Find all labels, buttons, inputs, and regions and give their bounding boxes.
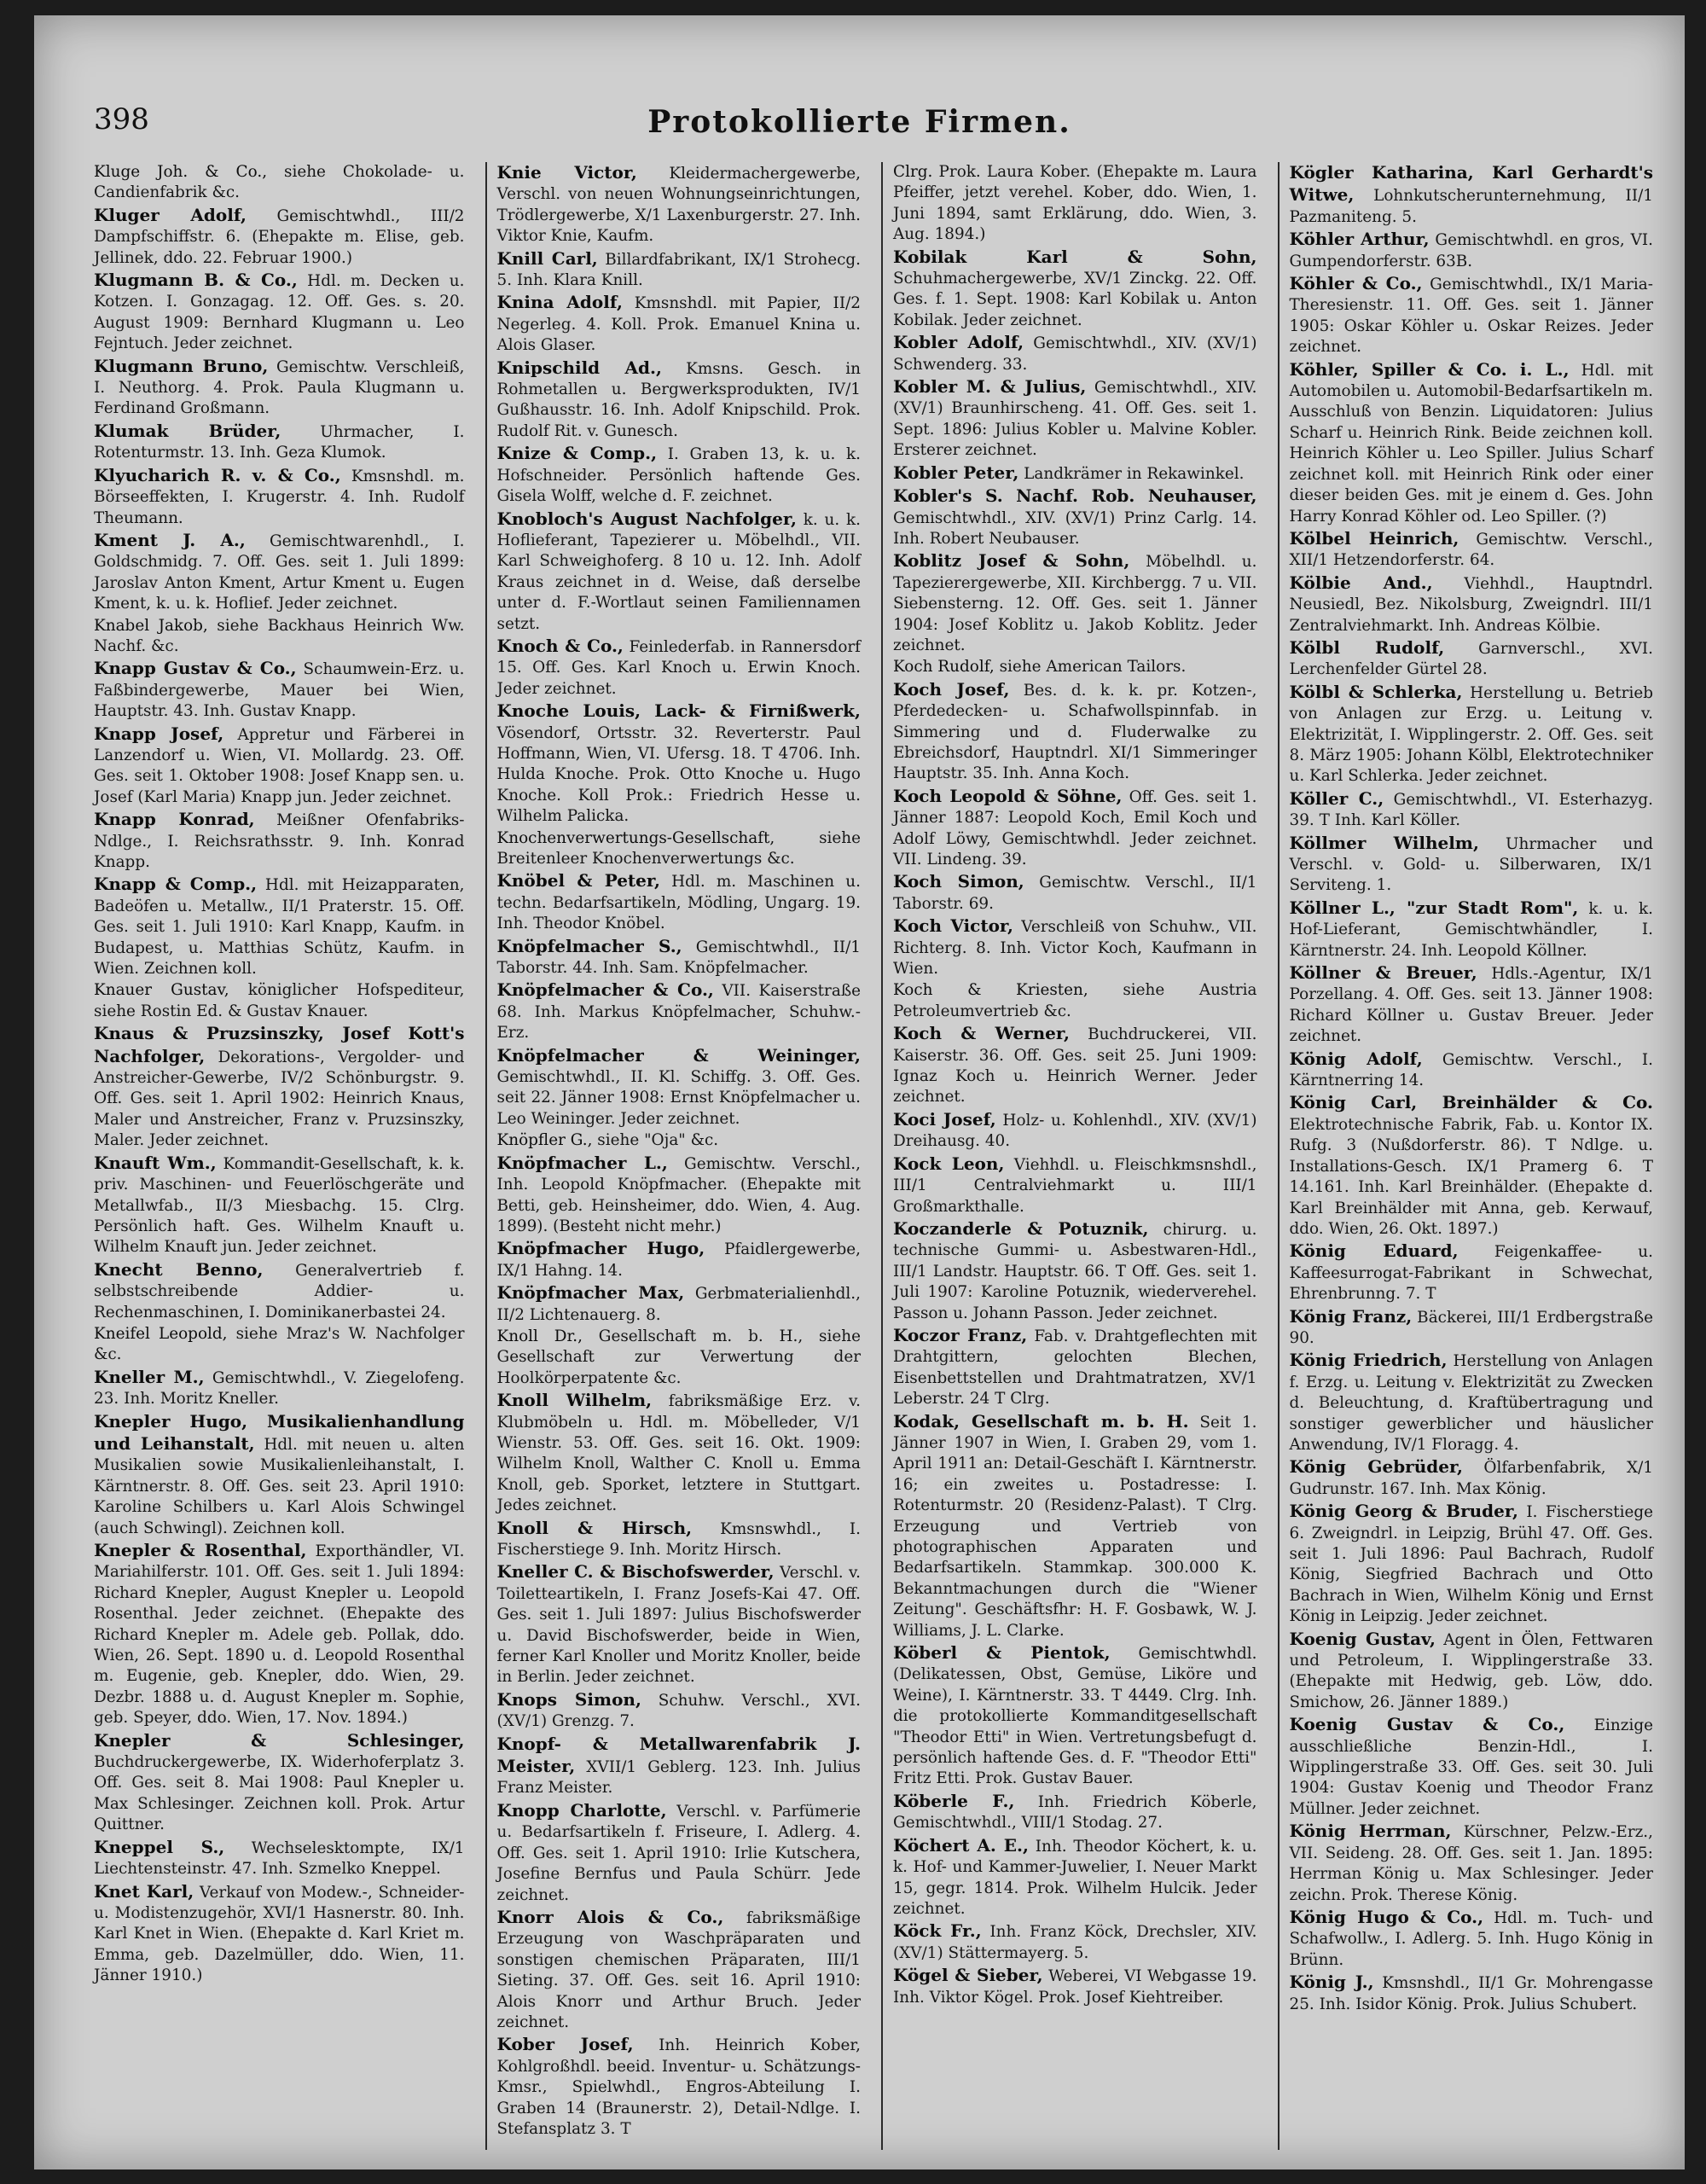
firm-name: Knize & Comp., (496, 443, 658, 464)
directory-entry (1290, 229, 1654, 272)
firm-details: Hdl. mit Automobilen u. Automobil-Bedarfsartikeln m. Ausschluß von Benzin. Liquidatoren: Julius Scharf u. Heinrich Rink. Beide zeichnen koll. Heinrich Köhler u. Leo Spiller. Julius Scharf zeichnet koll. mit Heinrich Rink oder einer dieser beiden Ges. mit je einem d. Ges. John Harry Konrad Köhler od. Leo Spiller. (?) (1289, 361, 1653, 526)
firm-name: Köllmer Wilhelm, (1289, 832, 1479, 853)
directory-entry (497, 162, 862, 247)
firm-details: Appretur und Färberei in Lanzendorf u. Wien, VI. Mollardg. 23. Off. Ges. seit 1. Oktober 1908: Josef Knapp sen. u. Josef (Karl Maria) Knapp jun. Jeder zeichnet. (94, 725, 465, 806)
firm-name: Kobler Adolf, (893, 332, 1024, 353)
firm-details: Schuhw. Verschl., XVI. (XV/1) Grenzg. 7. (496, 1691, 861, 1731)
directory-entry (893, 1642, 1257, 1790)
firm-details: Gemischtwarenhdl., I. Goldschmidg. 7. Off. Ges. seit 1. Juli 1899: Jaroslav Anton Kment, Artur Kment u. Eugen Kment, k. u. k. Hoflief. Jeder zeichnet. (94, 531, 465, 613)
firm-details: Gemischtwhdl. (Delikatessen, Obst, Gemüse, Liköre und Weine), I. Kärntnerstr. 33. T 4449. Clrg. Inh. die protokollierte Kommanditgesellschaft "Theodor Etti" in Wien. Vertretungsbefugt d. persönlich haftende Ges. d. F. "Theodor Etti" Fritz Etti. Prok. Gustav Bauer. (893, 1645, 1257, 1788)
firm-name: Kölbl & Schlerka, (1289, 681, 1463, 702)
firm-name: Köck Fr., (893, 1920, 982, 1942)
directory-entry (497, 1130, 862, 1151)
firm-name: Kölbel Heinrich, (1289, 527, 1459, 549)
directory-entry (893, 550, 1257, 656)
firm-name: Köhler, Spiller & Co. i. L., (1289, 358, 1570, 380)
firm-details: siehe American Tailors. (994, 658, 1187, 677)
directory-entry (1290, 1456, 1654, 1500)
directory-entry (1290, 273, 1654, 358)
column-4 (1278, 162, 1659, 2150)
firm-details: Gemischtw. Verschl., I. Kärntnerring 14. (1289, 1050, 1654, 1090)
firm-name: Knipschild Ad., (496, 357, 662, 378)
firm-name: Kock Leon, (893, 1153, 1005, 1174)
directory-entry (1290, 962, 1654, 1048)
firm-name: Knopf- & Metallwarenfabrik J. Meister, (496, 1733, 861, 1777)
column-2 (485, 162, 867, 2150)
directory-entry (94, 356, 465, 420)
directory-entry (94, 1540, 465, 1729)
directory-entry (1290, 1907, 1654, 1971)
firm-name: Knepler Hugo, Musikalienhandlung und Leihanstalt, (94, 1410, 465, 1454)
firm-name: Knepler & Rosenthal, (94, 1540, 307, 1560)
firm-name: Knie Victor, (496, 162, 637, 183)
firm-name: Knoll Wilhelm, (496, 1390, 653, 1411)
firm-details: Dekorations-, Vergolder- und Anstreicher-Gewerbe, IV/2 Schönburgstr. 9. Off. Ges. seit 1. April 1902: Heinrich Knaus, Maler und Anstreicher, Franz v. Pruzsinszky, Maler. Jeder zeichnet. (94, 1048, 465, 1150)
firm-details: Hdl. m. Tuch- und Schafwollw., I. Adlerg. 5. Inh. Hugo König in Brünn. (1289, 1908, 1654, 1969)
firm-name: Kment J. A., (94, 529, 246, 550)
directory-entry (94, 1023, 465, 1151)
firm-name: Kneller C. & Bischofswerder, (496, 1561, 775, 1583)
firm-name: Kölbie And., (1289, 572, 1433, 593)
firm-details: Gemischtwhdl., XIV. (XV/1) Prinz Carlg. 14. Inh. Robert Neubauser. (893, 508, 1257, 548)
directory-entry (497, 1045, 862, 1130)
firm-name: Koczor Franz, (893, 1324, 1028, 1345)
firm-details: Gemischtwhdl., VI. Esterhazyg. 39. T Inh. Karl Köller. (1289, 790, 1653, 830)
firm-name: Kobler Peter, (893, 462, 1019, 483)
directory-entry (94, 1259, 465, 1323)
directory-entry (94, 980, 465, 1022)
column-3 (881, 162, 1262, 2150)
firm-details: Generalvertrieb f. selbstschreibende Addier- u. Rechenmaschinen, I. Dominikanerbastei 24. (94, 1261, 465, 1321)
firm-details: Gemischtwhdl. en gros, VI. Gumpendorferstr. 63B. (1289, 231, 1653, 270)
firm-name: Kneller M., (94, 1366, 205, 1387)
directory-entry (1290, 1501, 1654, 1627)
firm-name: Koch & Werner, (893, 1023, 1070, 1044)
firm-details: Landkrämer in Rekawinkel. (1018, 464, 1245, 483)
firm-details: Kmsnshdl. mit Papier, II/2 Negerleg. 4. Koll. Prok. Emanuel Knina u. Alois Glaser. (496, 294, 861, 355)
firm-details: Elektrotechnische Fabrik, Fab. u. Kontor IX. Rufg. 3 (Nußdorferstr. 86). T Ndlge. u. Installations-Gesch. IX/1 Pramerg 6. T 14.161. Inh. Karl Breinhälder. (Ehepakte d. Karl Breinhälder mit Anna, geb. Kerwauf, ddo. Wien, 26. Okt. 1897.) (1289, 1115, 1653, 1238)
firm-name: Knoche Louis, Lack- & Firnißwerk, (496, 700, 861, 722)
firm-name: Kögel & Sieber, (893, 1965, 1043, 1986)
firm-name: Knapp Konrad, (94, 809, 255, 830)
firm-name: Knorr Alois & Co., (496, 1906, 724, 1927)
firm-name: Köchert A. E., (893, 1834, 1029, 1856)
firm-details: Herstellung von Anlagen f. Erzg. u. Leitung v. Elektrizität zu Zwecken d. Beleuchtung, d. Kraftübertragung und sonstiger gewerblicher und häuslicher Anwendung, IV/1 Floragg. 4. (1289, 1352, 1653, 1454)
firm-details: I. Graben 13, k. u. k. Hofschneider. Persönlich haftende Ges. Gisela Wolff, welche d. F. zeichnet. (496, 445, 861, 506)
firm-details: Gemischtw. Verschleiß, I. Neuthorg. 4. Prok. Paula Klugmann u. Ferdinand Großmann. (94, 357, 465, 418)
firm-name: Knapp Josef, (94, 723, 224, 744)
directory-entry (497, 828, 862, 870)
firm-details: Kommandit-Gesellschaft, k. k. priv. Maschinen- und Feuerlöschgeräte und Metallwfab., II/3 Miesbachg. 15. Clrg. Persönlich haft. Ges. Wilhelm Knauft u. Wilhelm Knauft jun. Jeder zeichnet. (94, 1154, 465, 1257)
directory-entry (893, 1325, 1257, 1410)
firm-name: Köllner L., "zur Stadt Rom", (1289, 897, 1579, 918)
firm-name: Klugmann Bruno, (94, 355, 269, 376)
directory-columns (89, 162, 1658, 2150)
directory-entry (893, 462, 1257, 485)
firm-details: Gemischtwhdl., XIV. (XV/1) Schwenderg. 33. (893, 334, 1257, 374)
directory-entry (497, 1238, 862, 1281)
directory-entry (1290, 833, 1654, 897)
firm-name: Kobler's S. Nachf. Rob. Neuhauser, (893, 485, 1257, 507)
directory-entry (497, 1907, 862, 2033)
firm-details: siehe "Oja" &c. (592, 1131, 719, 1150)
firm-name: König Herrman, (1289, 1821, 1452, 1842)
firm-details: Lohnkutscherunternehmung, II/1 Pazmaniteng. 5. (1289, 187, 1653, 226)
firm-details: Vösendorf, Ortsstr. 32. Reverterstr. Paul Hoffmann, Wien, VI. Ufersg. 18. T 4706. Inh. Hulda Knoche. Prok. Otto Knoche u. Hugo Knoche. Koll Prok.: Friedrich Hesse u. Wilhelm Palicka. (496, 723, 861, 826)
firm-details: Garnverschl., XVI. Lerchenfelder Gürtel 28. (1289, 639, 1654, 679)
firm-details: Inh. Heinrich Kober, Kohlgroßhdl. beeid. Inventur- u. Schätzungs-Kmsr., Spielwhdl., Engros-Abteilung I. Graben 14 (Braunerstr. 2), Detail-Ndlge. I. Stefansplatz 3. T (496, 2036, 862, 2138)
firm-details: Viehhdl., Hauptndrl. Neusiedl, Bez. Nikolsburg, Zweigndrl. III/1 Zentralviehmarkt. Inh. Andreas Kölbie. (1289, 574, 1653, 635)
firm-name: Koch Leopold & Söhne, (893, 785, 1123, 806)
firm-details: Off. Ges. seit 1. Jänner 1887: Leopold Koch, Emil Koch und Adolf Löwy, Gemischtwhdl. Jeder zeichnet. VII. Lindeng. 39. (893, 787, 1257, 868)
firm-name: Knopp Charlotte, (496, 1799, 667, 1821)
directory-entry (497, 248, 862, 292)
firm-details: Verkauf von Modew.-, Schneider- u. Modistenzugehör, XVI/1 Hasnerstr. 80. Inh. Karl Knet in Wien. (Ehepakte d. Karl Kriet m. Emma, geb. Dazelmüller, ddo. Wien, 11. Jänner 1910.) (94, 1883, 465, 1985)
directory-entry (893, 1218, 1257, 1324)
firm-details: Gemischtwhdl., IX/1 Maria-Theresienstr. 11. Off. Ges. seit 1. Jänner 1905: Oskar Köhler u. Oskar Reizes. Jeder zeichnet. (1289, 276, 1653, 357)
firm-name: Knapp Gustav & Co., (94, 658, 297, 679)
firm-name: Knöpfler G., (496, 1131, 593, 1150)
firm-details: Buchdruckerei, VII. Kaiserstr. 36. Off. Ges. seit 25. Juni 1909: Ignaz Koch u. Heinrich Werner. Jeder zeichnet. (893, 1025, 1257, 1107)
directory-entry (94, 205, 465, 269)
directory-entry (1290, 359, 1654, 527)
directory-entry (497, 870, 862, 934)
firm-details: Gemischtwhdl., V. Ziegelofeng. 23. Inh. Moritz Kneller. (94, 1368, 465, 1409)
firm-details: Inh. Theodor Köchert, k. u. k. Hof- und Kammer-Juwelier, I. Neuer Markt 15, gegr. 1814. Prok. Wilhelm Hulcik. Jeder zeichnet. (893, 1837, 1257, 1918)
firm-name: Knoch & Co., (496, 635, 624, 656)
firm-name: Knoll Dr., (496, 1327, 583, 1345)
firm-name: Köberle F., (893, 1790, 1015, 1811)
firm-details: Fab. v. Drahtgeflechten mit Drahtgittern, gelochten Blechen, Eisenbettstellen und Drahtmatratzen, XV/1 Leberstr. 24 T Clrg. (893, 1327, 1257, 1409)
firm-name: Knapp & Comp., (94, 874, 258, 895)
firm-name: Kober Josef, (496, 2034, 634, 2055)
firm-details: Bäckerei, III/1 Erdbergstraße 90. (1289, 1308, 1653, 1347)
firm-name: Koch Josef, (893, 678, 1010, 700)
directory-entry (497, 700, 862, 827)
firm-details: Verschl. v. Toiletteartikeln, I. Franz Josefs-Kai 47. Off. Ges. seit 1. Juli 1897: Julius Bischofswerder u. David Bischofswerder, beide in Wien, ferner Karl Knoller und Moritz Knoller, beide in Berlin. Jeder zeichnet. (496, 1564, 861, 1687)
firm-name: Koch & Kriesten, (893, 981, 1088, 1000)
directory-entry (94, 162, 465, 204)
directory-entry (1290, 1306, 1654, 1350)
firm-name: Koblitz Josef & Sohn, (893, 550, 1130, 572)
page-sheet (34, 15, 1685, 2169)
firm-name: Koch Simon, (893, 871, 1024, 892)
directory-entry (893, 1023, 1257, 1108)
firm-details: I. Fischerstiege 6. Zweigndrl. in Leipzig, Brühl 47. Off. Ges. seit 1. Juli 1896: Paul Bachrach, Rudolf König, Siegfried Bachrach und Otto Bachrach in Wien, Wilhelm König und Ernst König in Leipzig. Jeder zeichnet. (1289, 1503, 1654, 1626)
firm-details: Seit 1. Jänner 1907 in Wien, I. Graben 29, vom 1. April 1911 an: Detail-Geschäft I. Kärntnerstr. 16; ein zweites u. Postadresse: I. Rotenturmstr. 20 (Residenz-Palast). T Clrg. Erzeugung und Vertrieb von photographischen Apparaten und Bedarfsartikeln. Stammkap. 300.000 K. Bekanntmachungen durch die "Wiener Zeitung". Geschäftsfhr: H. F. Gosbawk, W. J. Williams, J. L. Clarke. (893, 1413, 1257, 1640)
firm-name: Knöpfelmacher & Co., (496, 979, 714, 1001)
firm-details: Feigenkaffee- u. Kaffeesurrogat-Fabrikant in Schwechat, Ehrenbrunng. 7. T (1289, 1243, 1653, 1304)
firm-name: Köllner & Breuer, (1289, 962, 1477, 984)
firm-details: Gesellschaft m. b. H., siehe Gesellschaft zur Verwertung der Hoolkörperpatente &c. (496, 1327, 861, 1387)
directory-entry (497, 1153, 862, 1238)
firm-name: Knecht Benno, (94, 1258, 264, 1280)
firm-details: Möbelhdl. u. Tapezierergewerbe, XII. Kirchbergg. 7 u. VII. Siebensterng. 12. Off. Ges. seit 1. Jänner 1904: Josef Koblitz u. Jakob Koblitz. Jeder zeichnet. (893, 553, 1257, 654)
firm-name: Knöpfelmacher S., (496, 935, 682, 956)
firm-details: Kmsns. Gesch. in Rohmetallen u. Bergwerksprodukten, IV/1 Gußhausstr. 16. Inh. Adolf Knipschild. Prok. Rudolf Rit. v. Gunesch. (496, 359, 861, 440)
directory-entry (893, 871, 1257, 915)
firm-details: Billardfabrikant, IX/1 Strohecg. 5. Inh. Klara Knill. (496, 250, 862, 290)
firm-name: Knill Carl, (496, 247, 598, 269)
directory-entry (94, 1730, 465, 1836)
firm-details: Uhrmacher, I. Rotenturmstr. 13. Inh. Geza Klumok. (94, 422, 465, 462)
firm-name: Kluge Joh. & Co., (94, 163, 268, 181)
directory-entry (94, 1411, 465, 1539)
directory-entry (94, 809, 465, 873)
firm-name: Knina Adolf, (496, 292, 623, 313)
directory-entry (497, 1327, 862, 1389)
directory-entry (1290, 788, 1654, 832)
directory-entry (94, 421, 465, 464)
directory-entry (94, 723, 465, 809)
firm-name: Knobloch's August Nachfolger, (496, 508, 797, 529)
firm-name: König Franz, (1289, 1305, 1413, 1327)
directory-entry (1290, 528, 1654, 572)
firm-details: königlicher Hofspediteur, siehe Rostin Ed. & Gustav Knauer. (94, 981, 465, 1020)
firm-name: König Hugo & Co., (1289, 1906, 1484, 1927)
firm-name: Köhler & Co., (1289, 273, 1423, 294)
firm-details: Gemischtwhdl., II. Kl. Schiffg. 3. Off. Ges. seit 22. Jänner 1908: Ernst Knöpfelmacher u. Leo Weininger. Jeder zeichnet. (496, 1068, 861, 1128)
firm-details: Feinlederfab. in Rannersdorf 15. Off. Ges. Karl Knoch u. Erwin Knoch. Jeder zeichnet. (496, 637, 861, 698)
directory-entry (1290, 637, 1654, 681)
directory-entry (893, 915, 1257, 979)
firm-details: siehe Backhaus Heinrich Ww. Nachf. &c. (94, 616, 465, 655)
firm-details: Gemischtw. Verschl., II/1 Taborstr. 69. (893, 874, 1257, 913)
firm-details: Gerbmaterialienhdl., II/2 Lichtenauerg. 8. (496, 1285, 862, 1324)
directory-entry (497, 1518, 862, 1561)
firm-details: Meißner Ofenfabriks-Ndlge., I. Reichsrathsstr. 9. Inh. Konrad Knapp. (94, 811, 465, 871)
directory-entry (497, 979, 862, 1043)
directory-entry (1290, 1821, 1654, 1906)
firm-details: Inh. Franz Köck, Drechsler, XIV. (XV/1) Stättermayerg. 5. (893, 1923, 1257, 1962)
firm-name: Koci Josef, (893, 1108, 996, 1130)
firm-details: siehe Chokolade- u. Candienfabrik &c. (94, 163, 465, 202)
directory-entry (1290, 1972, 1654, 2015)
directory-entry (94, 1153, 465, 1258)
firm-name: Knöpfmacher L., (496, 1152, 668, 1173)
firm-name: Kögler Katharina, Karl Gerhardt's Witwe, (1289, 162, 1653, 206)
firm-name: Koenig Gustav, (1289, 1628, 1436, 1649)
page-number: 398 (94, 102, 149, 136)
firm-details: Agent in Ölen, Fettwaren und Petroleum, I. Wipplingerstraße 33. (Ehepakte mit Hedwig, geb. Löw, ddo. Smichow, 26. Jänner 1889.) (1289, 1630, 1653, 1711)
firm-details: Gemischtw. Verschl., Inh. Leopold Knöpfmacher. (Ehepakte mit Betti, geb. Heinsheimer, ddo. Wien, 4. Aug. 1899). (Besteht nicht mehr.) (496, 1154, 862, 1235)
directory-entry (893, 980, 1257, 1022)
directory-entry (893, 679, 1257, 785)
directory-entry (893, 1835, 1257, 1920)
directory-entry (497, 2034, 862, 2140)
firm-name: König Eduard, (1289, 1240, 1459, 1262)
firm-name: Knöpfmacher Hugo, (496, 1238, 705, 1259)
firm-name: Köller C., (1289, 787, 1384, 809)
firm-name: Knops Simon, (496, 1688, 641, 1710)
firm-name: König Georg & Bruder, (1289, 1501, 1518, 1522)
directory-entry (94, 1837, 465, 1880)
firm-details: Hdls.-Agentur, IX/1 Porzellang. 4. Off. Ges. seit 13. Jänner 1908: Richard Köllner u. Gustav Breuer. Jeder zeichnet. (1289, 965, 1653, 1046)
firm-details: Uhrmacher und Verschl. v. Gold- u. Silberwaren, IX/1 Serviteng. 1. (1289, 834, 1653, 895)
directory-entry (94, 1324, 465, 1366)
directory-entry (1290, 897, 1654, 961)
directory-entry (94, 1881, 465, 1987)
firm-details: Gemischtwhdl., XIV. (XV/1) Braunhirscheng. 41. Off. Ges. seit 1. Sept. 1896: Julius Kobler u. Malvine Kobler. Ersterer zeichnet. (893, 379, 1257, 460)
firm-name: König Adolf, (1289, 1048, 1423, 1069)
firm-details: Inh. Friedrich Köberle, Gemischtwhdl., VIII/1 Stodag. 27. (893, 1792, 1257, 1833)
directory-entry (1290, 1240, 1654, 1304)
directory-entry (497, 1689, 862, 1733)
firm-details: Gemischtwhdl., III/2 Dampfschiffstr. 6. (Ehepakte m. Elise, geb. Jellinek, ddo. 22. Februar 1900.) (94, 206, 465, 267)
firm-name: Koch Victor, (893, 915, 1013, 937)
firm-details: Einzige ausschließliche Benzin-Hdl., I. Wipplingerstraße 33. Off. Ges. seit 30. Juli 1904: Gustav Koenig und Theodor Franz Müllner. Jeder zeichnet. (1289, 1716, 1653, 1818)
directory-entry (893, 162, 1257, 246)
directory-entry (94, 874, 465, 979)
directory-entry (497, 443, 862, 507)
firm-details: Ölfarbenfabrik, X/1 Gudrunstr. 167. Inh. Max König. (1289, 1459, 1653, 1498)
firm-name: König Carl, Breinhälder & Co. (1289, 1092, 1653, 1113)
directory-entry (497, 1734, 862, 1799)
firm-name: König J., (1289, 1972, 1374, 1993)
firm-details: Gemischtw. Verschl., XII/1 Hetzendorferstr. 64. (1289, 530, 1653, 570)
directory-entry (94, 530, 465, 615)
firm-details: Holz- u. Kohlenhdl., XIV. (XV/1) Dreihausg. 40. (893, 1111, 1257, 1151)
directory-entry (893, 1965, 1257, 2008)
directory-entry (497, 508, 862, 635)
firm-details: Hdl. mit neuen u. alten Musikalien sowie Musikalienleihanstalt, I. Kärntnerstr. 8. Off. Ges. seit 23. April 1910: Karoline Schilbers u. Karl Alois Schwingel (auch Schwingl). Zeichnen koll. (94, 1435, 465, 1537)
directory-entry (1290, 1092, 1654, 1240)
firm-name: Knöbel & Peter, (496, 870, 660, 892)
directory-entry (1290, 682, 1654, 787)
directory-entry (893, 1791, 1257, 1834)
firm-details: fabriksmäßige Erz. v. Klubmöbeln u. Hdl. m. Möbelleder, V/1 Wienstr. 53. Off. Ges. seit 16. Okt. 1909: Wilhelm Knoll, Walther C. Knoll u. Emma Knoll, geb. Sporket, letztere in Stuttgart. Jedes zeichnet. (496, 1392, 861, 1515)
firm-details: Hdl. m. Maschinen u. techn. Bedarfsartikeln, Mödling, Ungarg. 19. Inh. Theodor Knöbel. (496, 873, 861, 933)
firm-details: Bes. d. k. k. pr. Kotzen-, Pferdedecken- u. Schafwollspinnfab. in Simmering und d. Fluderwalke zu Ebreichsdorf, Hauptndrl. XI/1 Simmeringer Hauptstr. 35. Inh. Anna Koch. (893, 681, 1257, 783)
directory-entry (497, 357, 862, 443)
firm-details: Wechselesktompte, IX/1 Liechtensteinstr. 47. Inh. Szmelko Kneppel. (94, 1838, 465, 1879)
firm-name: Knauft Wm., (94, 1152, 217, 1173)
firm-details: Weberei, VI Webgasse 19. Inh. Viktor Kögel. Prok. Josef Kiehtreiber. (893, 1967, 1257, 2007)
firm-name: Kobler M. & Julius, (893, 376, 1087, 398)
directory-entry (1290, 1048, 1654, 1092)
firm-name: Köhler Arthur, (1289, 229, 1430, 250)
firm-details: Kleidermachergewerbe, Verschl. von neuen Wohnungseinrichtungen, Trödlergewerbe, X/1 Laxenburgerstr. 27. Inh. Viktor Knie, Kaufm. (496, 165, 861, 246)
directory-entry (497, 1800, 862, 1906)
firm-name: Koenig Gustav & Co., (1289, 1714, 1565, 1735)
firm-details: Prok. Laura Kober. (Ehepakte m. Laura Pfeiffer, jetzt verehel. Kober, ddo. Wien, 1. Juni 1894, samt Erklärung, ddo. Wien, 3. Aug. 1894.) (893, 163, 1257, 244)
directory-entry (497, 1561, 862, 1687)
directory-entry (893, 1920, 1257, 1964)
directory-entry (94, 1367, 465, 1410)
directory-entry (497, 936, 862, 979)
firm-details: siehe Austria Petroleumvertrieb &c. (893, 981, 1257, 1020)
firm-name: Knöpfmacher Max, (496, 1282, 685, 1304)
directory-entry (1290, 1629, 1654, 1714)
firm-name: Kölbl Rudolf, (1289, 636, 1445, 658)
firm-details: Schuhmachergewerbe, XV/1 Zinckg. 22. Off. Ges. f. 1. Sept. 1908: Karl Kobilak u. Anton Kobilak. Jeder zeichnet. (893, 270, 1257, 329)
directory-entry (893, 1109, 1257, 1153)
directory-entry (94, 616, 465, 658)
firm-details: chirurg. u. technische Gummi- u. Asbestwaren-Hdl., III/1 Landstr. Hauptstr. 66. T Off. Ges. seit 1. Juli 1907: Karoline Potuznik, wiederverehel. Passon u. Johann Passon. Jeder zeichnet. (893, 1220, 1257, 1322)
firm-name: Knet Karl, (94, 1880, 194, 1902)
firm-details: Hdl. mit Heizapparaten, Badeöfen u. Metallw., II/1 Praterstr. 15. Off. Ges. seit 1. Juli 1910: Karl Knapp, Kaufm. in Budapest, u. Matthias Schütz, Kaufm. in Wien. Zeichnen koll. (94, 876, 465, 979)
firm-details: k. u. k. Hoflieferant, Tapezierer u. Möbelhdl., VII. Karl Schweighoferg. 8 10 u. 12. Inh. Adolf Kraus zeichnet in d. Weise, daß derselbe unter d. F.-Wortlaut seinen Familiennamen setzt. (496, 510, 861, 633)
firm-details: Kmsnshdl., II/1 Gr. Mohrengasse 25. Inh. Isidor König. Prok. Julius Schubert. (1289, 1974, 1653, 2013)
firm-name: König Friedrich, (1289, 1350, 1448, 1371)
directory-entry (893, 247, 1257, 332)
directory-entry (497, 636, 862, 700)
firm-details: siehe Breitenleer Knochenverwertungs &c. (496, 828, 861, 868)
firm-details: k. u. k. Hof-Lieferant, Gemischtwhändler, I. Kärntnerstr. 24. Inh. Leopold Köllner. (1289, 899, 1653, 960)
firm-name: Knauer Gustav, (94, 981, 229, 1000)
firm-name: Köberl & Pientok, (893, 1642, 1111, 1664)
firm-name: Kobilak Karl & Sohn, (893, 246, 1257, 267)
directory-entry (94, 658, 465, 722)
firm-details: Verschl. v. Parfümerie u. Bedarfsartikeln f. Friseure, I. Adlerg. 4. Off. Ges. seit 1. April 1910: Irlie Kutschera, Josefine Bernfus und Paula Schürr. Jede zeichnet. (496, 1802, 861, 1904)
directory-entry (893, 485, 1257, 549)
firm-name: Kneifel Leopold, (94, 1324, 228, 1343)
firm-details: Verschleiß von Schuhw., VII. Richterg. 8. Inh. Victor Koch, Kaufmann in Wien. (893, 918, 1257, 979)
firm-name: König Gebrüder, (1289, 1456, 1464, 1478)
firm-name: Clrg. (893, 163, 933, 181)
column-1 (89, 162, 470, 2150)
firm-details: fabriksmäßige Erzeugung von Waschpräparaten und sonstigen chemischen Präparaten, III/1 Sieting. 37. Off. Ges. seit 16. April 1910: Alois Knorr und Arthur Bruch. Jeder zeichnet. (496, 1908, 861, 2031)
firm-name: Klumak Brüder, (94, 420, 281, 441)
firm-details: Gemischtwhdl., II/1 Taborstr. 44. Inh. Sam. Knöpfelmacher. (496, 938, 861, 978)
firm-details: Viehhdl. u. Fleischkmsnshdl., III/1 Centralviehmarkt u. III/1 Großmarkthalle. (893, 1155, 1257, 1216)
firm-details: Buchdruckergewerbe, IX. Widerhoferplatz 3. Off. Ges. seit 8. Mai 1908: Paul Knepler u. Max Schlesinger. Zeichnen koll. Prok. Artur Quittner. (94, 1753, 465, 1834)
firm-details: Kmsnswhdl., I. Fischerstiege 9. Inh. Moritz Hirsch. (496, 1519, 861, 1559)
firm-name: Knoll & Hirsch, (496, 1517, 693, 1538)
directory-entry (497, 1390, 862, 1516)
firm-details: VII. Kaiserstraße 68. Inh. Markus Knöpfelmacher, Schuhw.-Erz. (496, 982, 861, 1043)
firm-name: Kneppel S., (94, 1836, 225, 1857)
directory-entry (1290, 1350, 1654, 1455)
directory-entry (893, 657, 1257, 677)
firm-name: Klugmann B. & Co., (94, 270, 298, 291)
firm-name: Kluger Adolf, (94, 204, 247, 225)
directory-entry (893, 332, 1257, 375)
firm-details: Kürschner, Pelzw.-Erz., VII. Seideng. 28. Off. Ges. seit 1. Jan. 1895: Herrman König u. Max Schlesinger. Jeder zeichn. Prok. Therese König. (1289, 1823, 1653, 1904)
firm-details: Pfaidlergewerbe, IX/1 Hahng. 14. (496, 1240, 862, 1280)
directory-entry (497, 1282, 862, 1326)
firm-details: Hdl. m. Decken u. Kotzen. I. Gonzagag. 12. Off. Ges. s. 20. August 1909: Bernhard Klugmann u. Leo Fejntuch. Jeder zeichnet. (94, 272, 465, 353)
firm-details: Herstellung u. Betrieb von Anlagen zur Erzg. u. Leitung v. Elektrizität, I. Wipplingerstr. 2. Off. Ges. seit 8. März 1905: Johann Kölbl, Elektrotechniker u. Karl Schlerka. Jeder zeichnet. (1289, 683, 1653, 786)
firm-details: Exporthändler, VI. Mariahilferstr. 101. Off. Ges. seit 1. Juli 1894: Richard Knepler, August Knepler u. Leopold Rosenthal. Jeder zeichnet. (Ehepakte des Richard Knepler m. Adele geb. Pollak, ddo. Wien, 26. Sept. 1890 u. d. Leopold Rosenthal m. Eugenie, geb. Knepler, ddo. Wien, 29. Dezbr. 1888 u. d. August Knepler m. Sophie, geb. Speyer, ddo. Wien, 17. Nov. 1894.) (94, 1542, 465, 1728)
directory-entry (1290, 1714, 1654, 1820)
directory-entry (1290, 162, 1654, 228)
directory-entry (893, 376, 1257, 462)
firm-name: Knabel Jakob, (94, 616, 208, 635)
firm-name: Koch Rudolf, (893, 658, 995, 677)
firm-name: Koczanderle & Potuznik, (893, 1217, 1149, 1239)
firm-name: Knöpfelmacher & Weininger, (496, 1044, 861, 1066)
directory-entry (893, 1153, 1257, 1217)
firm-details: siehe Mraz's W. Nachfolger &c. (94, 1324, 465, 1364)
firm-name: Knaus & Pruzsinszky, Josef Kott's Nachfolger, (94, 1023, 465, 1066)
firm-details: Kmsnshdl. m. Börseeffekten, I. Krugerstr. 4. Inh. Rudolf Theumann. (94, 467, 465, 527)
directory-entry (94, 465, 465, 529)
firm-details: Schaumwein-Erz. u. Faßbindergewerbe, Mauer bei Wien, Hauptstr. 43. Inh. Gustav Knapp. (94, 660, 465, 721)
directory-entry (1290, 572, 1654, 636)
directory-entry (497, 292, 862, 356)
directory-entry (94, 270, 465, 355)
firm-name: Knepler & Schlesinger, (94, 1729, 465, 1751)
firm-name: Kodak, Gesellschaft m. b. H. (893, 1410, 1189, 1432)
directory-entry (893, 1411, 1257, 1641)
directory-entry (893, 786, 1257, 871)
page-title: Protokollierte Firmen. (647, 104, 1071, 140)
firm-name: Klyucharich R. v. & Co., (94, 464, 341, 485)
firm-details: XVII/1 Geblerg. 123. Inh. Julius Franz Meister. (496, 1758, 861, 1798)
firm-name: Knochenverwertungs-Gesellschaft, (496, 828, 775, 847)
